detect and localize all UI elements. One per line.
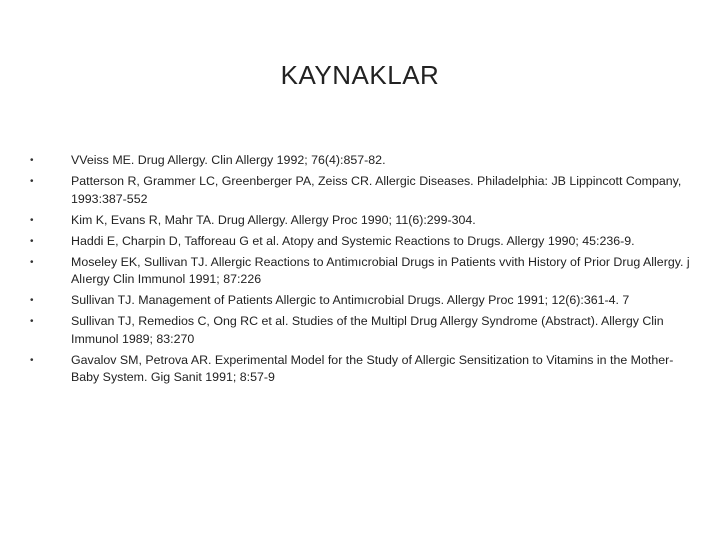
reference-item — [30, 313, 690, 348]
slide-title: KAYNAKLAR — [280, 60, 440, 90]
bullet-icon: • — [30, 176, 34, 187]
reference-item — [30, 173, 690, 208]
reference-text: Haddi E, Charpin D, Tafforeau G et al. Atopy and Systemic Reactions to Drugs. Allergy 1990; 45:236-9. — [71, 233, 635, 248]
reference-item — [30, 292, 690, 310]
reference-item — [30, 254, 690, 289]
reference-item — [30, 152, 690, 170]
reference-text: Sullivan TJ, Remedios C, Ong RC et al. Studies of the Multipl Drug Allergy Syndrome (Abstract). Allergy Clin Immunol 1989; 83:270 — [71, 314, 664, 346]
reference-item — [30, 233, 690, 251]
bullet-icon: • — [30, 256, 34, 268]
bullet-icon: • — [30, 214, 34, 226]
bullet-icon: • — [30, 316, 34, 327]
reference-item — [30, 212, 690, 230]
reference-text: Gavalov SM, Petrova AR. Experimental Model for the Study of Allergic Sensitization to Vitamins in the Mother-Baby System. Gig Sanit 1991; 8:57-9 — [71, 352, 674, 384]
reference-text: Moseley EK, Sullivan TJ. Allergic Reactions to Antimıcrobial Drugs in Patients vvith History of Prior Drug Allergy. j Alıergy Clin Immunol 1991; 87:226 — [71, 254, 690, 286]
bullet-icon: • — [30, 155, 34, 166]
bullet-icon: • — [30, 295, 34, 306]
reference-text: VVeiss ME. Drug Allergy. Clin Allergy 1992; 76(4):857-82. — [71, 153, 386, 167]
reference-text: Sullivan TJ. Management of Patients Allergic to Antimıcrobial Drugs. Allergy Proc 1991; 12(6):361-4. 7 — [71, 293, 630, 307]
bullet-icon: • — [30, 235, 34, 247]
reference-list — [30, 152, 690, 390]
bullet-icon: • — [30, 354, 34, 366]
reference-text: Patterson R, Grammer LC, Greenberger PA, Zeiss CR. Allergic Diseases. Philadelphia: JB Lippincott Company, 1993:387-552 — [71, 174, 682, 206]
reference-item — [30, 352, 690, 387]
reference-text: Kim K, Evans R, Mahr TA. Drug Allergy. Allergy Proc 1990; 11(6):299-304. — [71, 212, 476, 227]
